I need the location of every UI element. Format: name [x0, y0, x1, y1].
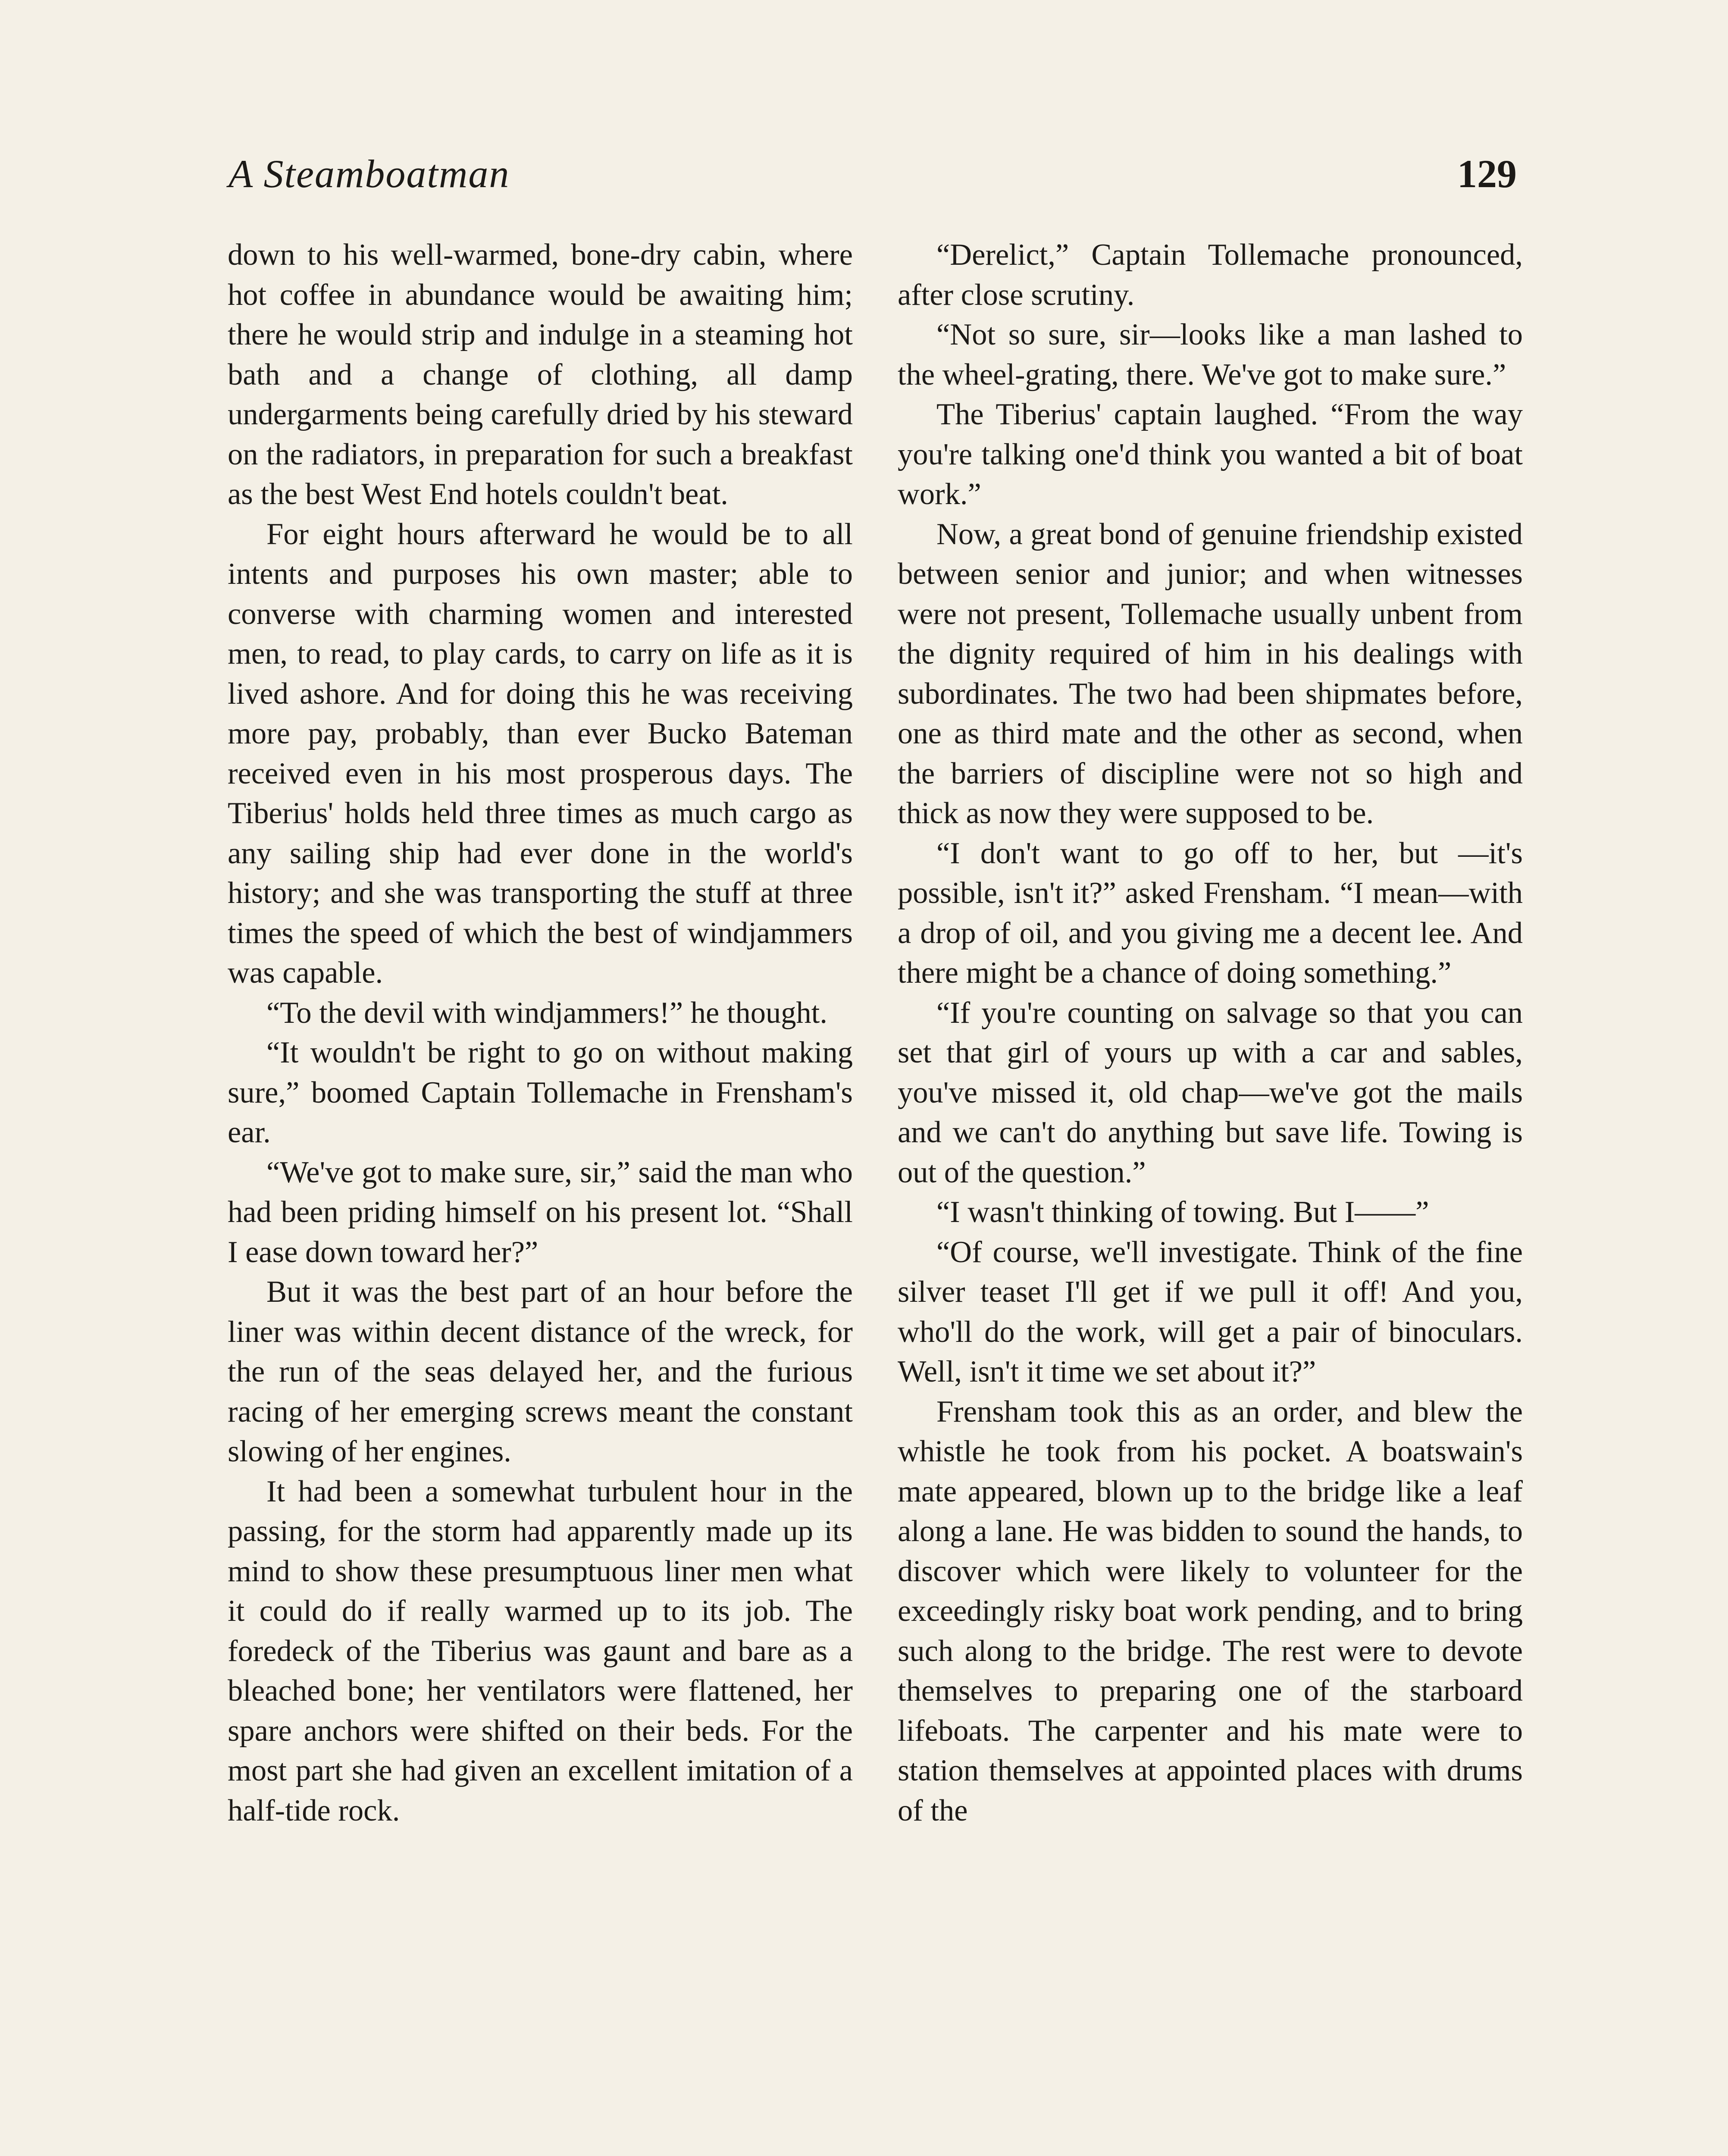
running-head — [229, 151, 1517, 198]
paragraph: “To the devil with windjammers!” he thought. — [266, 996, 827, 1030]
paragraph: “I don't want to go off to her, but —it's possible, isn't it?” asked Frensham. “I mean—with a drop of oil, and you giving me a decent lee. And there might be a chance of doing something.” — [898, 836, 1523, 990]
paragraph: “I wasn't thinking of towing. But I——” — [936, 1195, 1429, 1229]
paragraph: “If you're counting on salvage so that you can set that girl of yours up with a car and sables, you've missed it, old chap—we've got the mails and we can't do anything but save life. Towing is out of the question.” — [898, 996, 1523, 1189]
paragraph: down to his well-warmed, bone-dry cabin, where hot coffee in abundance would be awaiting him; there he would strip and indulge in a steaming hot bath and a change of clothing, all damp undergarments being carefully dried by his steward on the radiators, in preparation for such a breakfast as the best West End hotels couldn't beat. — [228, 238, 853, 511]
paragraph: “It wouldn't be right to go on without making sure,” boomed Captain Tollemache in Frensham's ear. — [228, 1036, 853, 1149]
paragraph: “Of course, we'll investigate. Think of the fine silver teaset I'll get if we pull it off! And you, who'll do the work, will get a pair of binoculars. Well, isn't it time we set about it?” — [898, 1235, 1523, 1388]
paragraph: The Tiberius' captain laughed. “From the way you're talking one'd think you wanted a bit of boat work.” — [898, 398, 1523, 511]
paragraph: “Derelict,” Captain Tollemache pronounced, after close scrutiny. — [898, 238, 1523, 312]
right-column — [898, 235, 1523, 1830]
page-number: 129 — [1457, 152, 1517, 196]
paragraph: It had been a somewhat turbulent hour in the passing, for the storm had apparently made up its mind to show these presumptuous liner men what it could do if really warmed up to its job. The foredeck of the Tiberius was gaunt and bare as a bleached bone; her ventilators were flattened, her spare anchors were shifted on their beds. For the most part she had given an excellent imitation of a half-tide rock. — [228, 1474, 853, 1827]
paragraph: “We've got to make sure, sir,” said the man who had been priding himself on his present lot. “Shall I ease down toward her?” — [228, 1155, 853, 1269]
running-title: A Steamboatman — [229, 152, 510, 196]
left-column — [228, 235, 853, 1830]
paragraph: For eight hours afterward he would be to all intents and purposes his own master; able to converse with charming women and interested men, to read, to play cards, to carry on life as it is lived ashore. And for doing this he was receiving more pay, probably, than ever Bucko Bateman received even in his most prosperous days. The Tiberius' holds held three times as much cargo as any sailing ship had ever done in the world's history; and she was transporting the stuff at three times the speed of which the best of windjammers was capable. — [228, 517, 853, 990]
paragraph: Frensham took this as an order, and blew the whistle he took from his pocket. A boatswain's mate appeared, blown up to the bridge like a leaf along a lane. He was bidden to sound the hands, to discover which were likely to volunteer for the exceedingly risky boat work pending, and to bring such along to the bridge. The rest were to devote themselves to preparing one of the starboard lifeboats. The carpenter and his mate were to station themselves at appointed places with drums of the — [898, 1395, 1523, 1827]
paragraph: Now, a great bond of genuine friendship existed between senior and junior; and when witnesses were not present, Tollemache usually unbent from the dignity required of him in his dealings with subordinates. The two had been shipmates before, one as third mate and the other as second, when the barriers of discipline were not so high and thick as now they were supposed to be. — [898, 517, 1523, 830]
paragraph: But it was the best part of an hour before the liner was within decent distance of the wreck, for the run of the seas delayed her, and the furious racing of her emerging screws meant the constant slowing of her engines. — [228, 1275, 853, 1468]
paragraph: “Not so sure, sir—looks like a man lashed to the wheel-grating, there. We've got to make sure.” — [898, 318, 1523, 392]
